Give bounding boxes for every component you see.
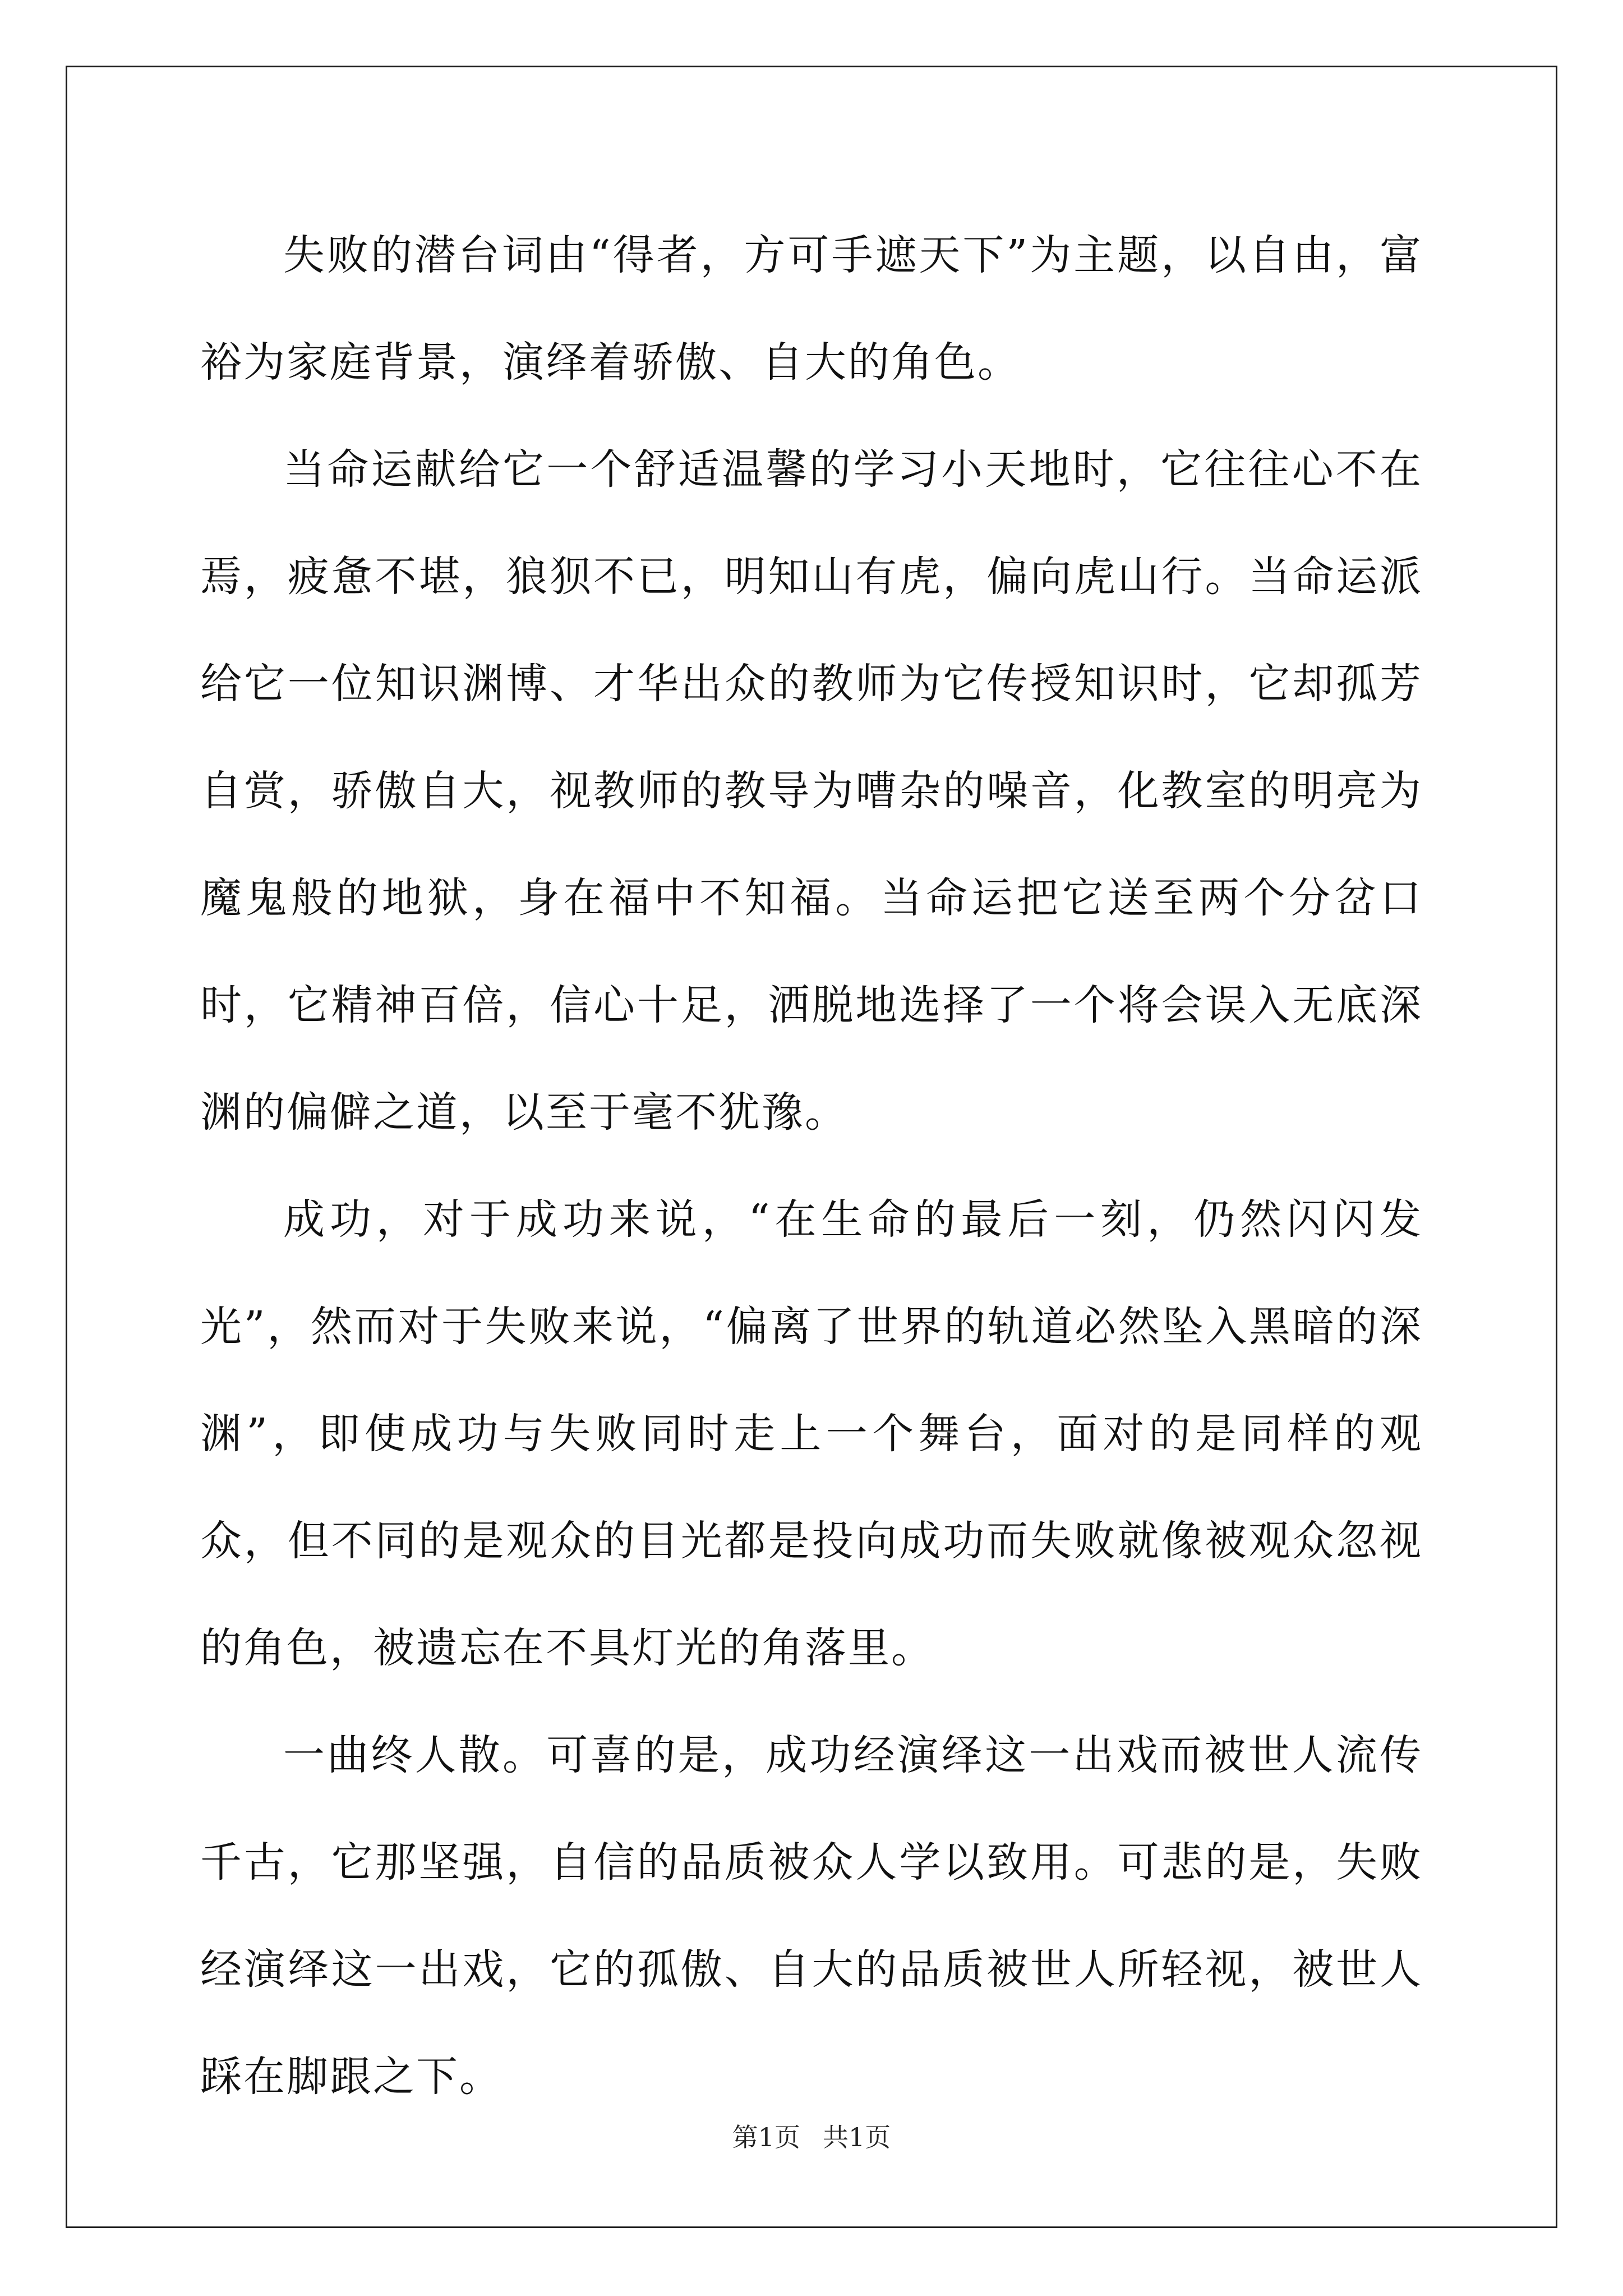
page-footer <box>0 2120 1623 2154</box>
paragraph: 当命运献给它一个舒适温馨的学习小天地时，它往往心不在焉，疲惫不堪，狼狈不已，明知山有虎，偏向虎山行。当命运派给它一位知识渊博、才华出众的教师为它传授知识时，它却孤芳自赏，骄傲自大，视教师的教导为嘈杂的噪音，化教室的明亮为魔鬼般的地狱，身在福中不知福。当命运把它送至两个分岔口时，它精神百倍，信心十足，洒脱地选择了一个将会误入无底深渊的偏僻之道，以至于毫不犹豫。 <box>200 445 1423 1137</box>
document-body <box>200 202 1423 2131</box>
page-number: 第1页 <box>732 2122 800 2152</box>
page-total: 共1页 <box>823 2122 891 2152</box>
paragraph: 一曲终人散。可喜的是，成功经演绎这一出戏而被世人流传千古，它那坚强，自信的品质被众人学以致用。可悲的是，失败经演绎这一出戏，它的孤傲、自大的品质被世人所轻视，被世人踩在脚跟之下。 <box>200 1731 1423 2101</box>
paragraph: 成功，对于成功来说，“在生命的最后一刻，仍然闪闪发光”，然而对于失败来说，“偏离了世界的轨道必然坠入黑暗的深渊”，即使成功与失败同时走上一个舞台，面对的是同样的观众，但不同的是观众的目光都是投向成功而失败就像被观众忽视的角色，被遗忘在不具灯光的角落里。 <box>200 1195 1423 1672</box>
paragraph: 失败的潜台词由“得者，方可手遮天下”为主题，以自由，富裕为家庭背景，演绎着骄傲、自大的角色。 <box>200 231 1423 386</box>
